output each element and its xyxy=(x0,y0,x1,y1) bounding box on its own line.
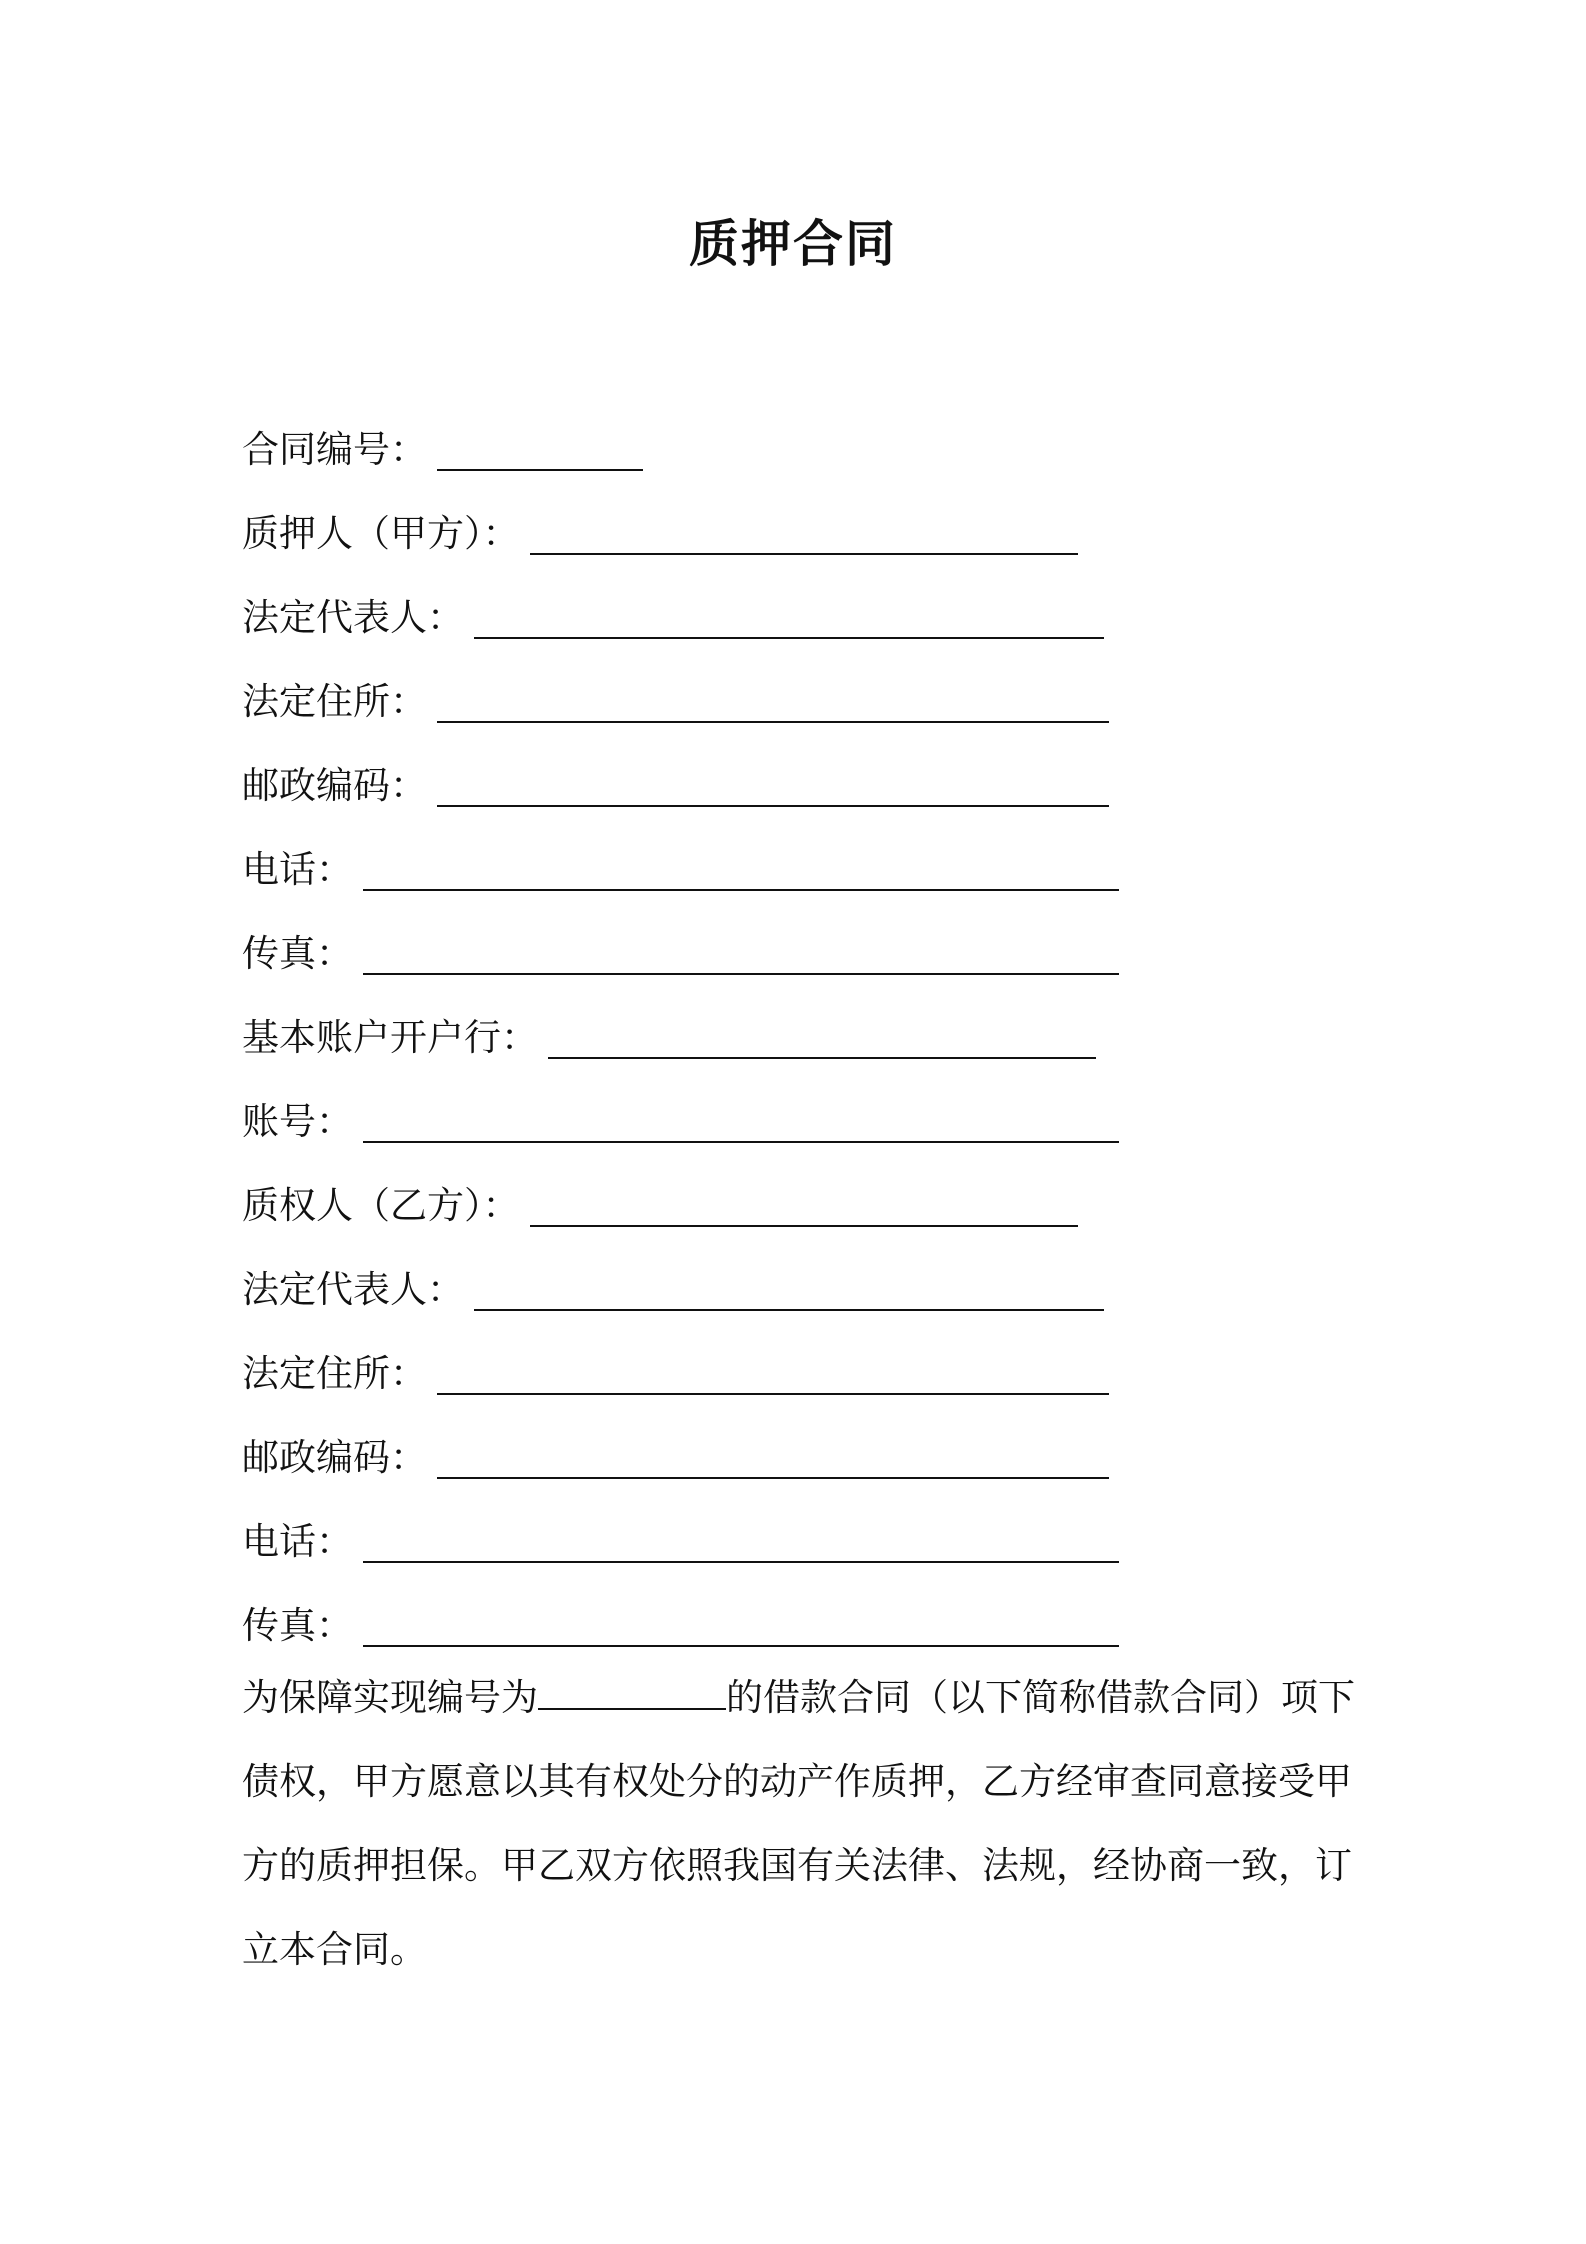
fill-in-blank[interactable] xyxy=(437,1359,1109,1395)
field-account-number xyxy=(242,1080,1392,1164)
fill-in-blank[interactable] xyxy=(474,603,1104,639)
fill-in-blank[interactable] xyxy=(530,519,1078,555)
field-pledgor xyxy=(242,492,1392,576)
field-label: 传真： xyxy=(242,932,353,975)
loan-contract-number-blank[interactable] xyxy=(538,1678,726,1710)
paragraph-text: 为保障实现编号为 xyxy=(242,1676,538,1719)
field-phone-b xyxy=(242,1500,1392,1584)
field-label: 电话： xyxy=(242,1520,353,1563)
field-label: 电话： xyxy=(242,848,353,891)
field-postal-code-b xyxy=(242,1416,1392,1500)
fill-in-blank[interactable] xyxy=(437,435,643,471)
field-label: 法定住所： xyxy=(242,1352,427,1395)
field-fax-a xyxy=(242,912,1392,996)
fill-in-blank[interactable] xyxy=(363,1611,1119,1647)
fill-in-blank[interactable] xyxy=(548,1023,1096,1059)
field-legal-domicile-b xyxy=(242,1332,1392,1416)
field-pledgee xyxy=(242,1164,1392,1248)
fill-in-blank[interactable] xyxy=(437,771,1109,807)
paragraph-line: 立本合同。 xyxy=(242,1928,427,1971)
field-label: 账号： xyxy=(242,1100,353,1143)
preamble-paragraph xyxy=(242,1656,1358,1992)
field-label: 质押人（甲方）： xyxy=(242,512,520,555)
paragraph-line: 方的质押担保。甲乙双方依照我国有关法律、法规，经协商一致，订 xyxy=(242,1844,1352,1887)
field-legal-representative-a xyxy=(242,576,1392,660)
field-label: 邮政编码： xyxy=(242,1436,427,1479)
field-label: 基本账户开户行： xyxy=(242,1016,538,1059)
field-label: 传真： xyxy=(242,1604,353,1647)
fill-in-blank[interactable] xyxy=(363,1527,1119,1563)
paragraph-line: 债权，甲方愿意以其有权处分的动产作质押，乙方经审查同意接受甲 xyxy=(242,1760,1352,1803)
field-label: 邮政编码： xyxy=(242,764,427,807)
field-legal-domicile-a xyxy=(242,660,1392,744)
party-info-fields xyxy=(242,408,1392,1668)
fill-in-blank[interactable] xyxy=(530,1191,1078,1227)
fill-in-blank[interactable] xyxy=(363,855,1119,891)
fill-in-blank[interactable] xyxy=(474,1275,1104,1311)
paragraph-line xyxy=(242,1656,1358,1740)
field-label: 法定代表人： xyxy=(242,1268,464,1311)
field-phone-a xyxy=(242,828,1392,912)
field-label: 法定代表人： xyxy=(242,596,464,639)
field-contract-number xyxy=(242,408,1392,492)
paragraph-text: 的借款合同（以下简称借款合同）项下 xyxy=(726,1676,1355,1719)
field-bank-account-opening-bank xyxy=(242,996,1392,1080)
fill-in-blank[interactable] xyxy=(363,1107,1119,1143)
fill-in-blank[interactable] xyxy=(363,939,1119,975)
field-label: 法定住所： xyxy=(242,680,427,723)
fill-in-blank[interactable] xyxy=(437,1443,1109,1479)
document-title: 质押合同 xyxy=(689,215,897,273)
fill-in-blank[interactable] xyxy=(437,687,1109,723)
field-legal-representative-b xyxy=(242,1248,1392,1332)
field-postal-code-a xyxy=(242,744,1392,828)
field-label: 合同编号： xyxy=(242,428,427,471)
field-label: 质权人（乙方）： xyxy=(242,1184,520,1227)
